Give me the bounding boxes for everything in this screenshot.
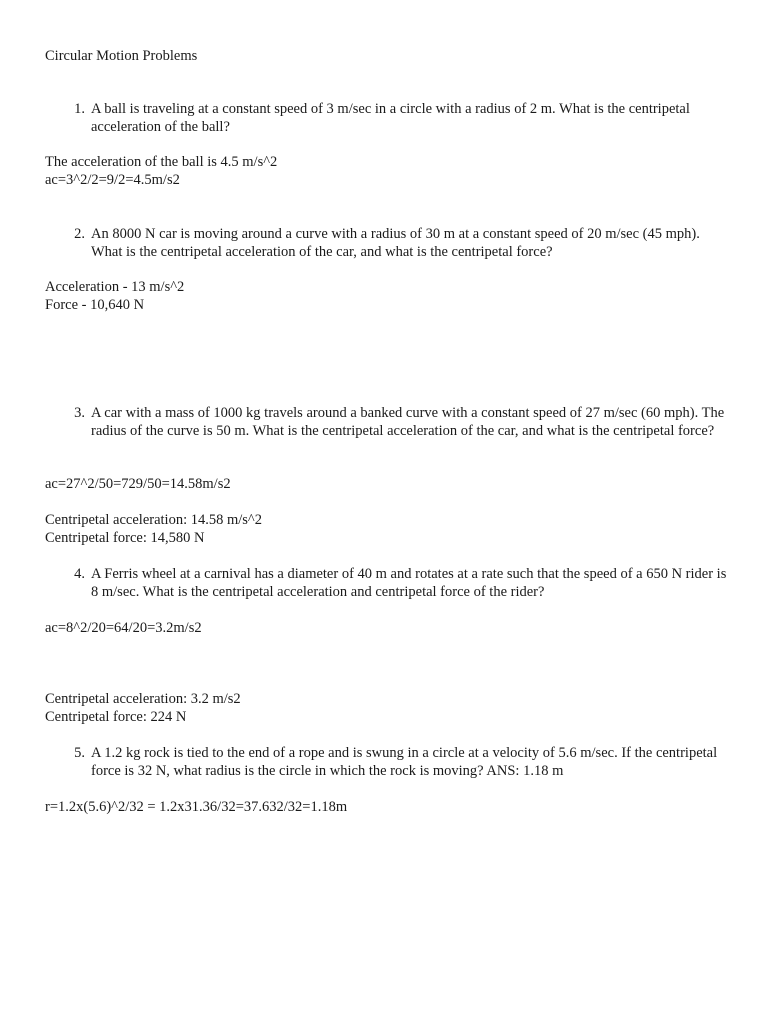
- answer-line: r=1.2x(5.6)^2/32 = 1.2x31.36/32=37.632/32=1.18m: [45, 799, 348, 815]
- problem-question: A Ferris wheel at a carnival has a diameter of 40 m and rotates at a rate such that the speed of a 650 N rider is 8 m/sec. What is the centripetal acceleration and centripetal force of the rider?: [91, 566, 727, 600]
- answer-line: ac=27^2/50=729/50=14.58m/s2: [45, 476, 231, 492]
- answer-line: The acceleration of the ball is 4.5 m/s^2: [45, 154, 278, 170]
- problem-4: [62, 565, 732, 601]
- problem-question: A 1.2 kg rock is tied to the end of a rope and is swung in a circle at a velocity of 5.6 m/sec. If the centripetal force is 32 N, what radius is the circle in which the rock is moving? ANS: 1.18 m: [91, 745, 718, 779]
- answer-line: Acceleration - 13 m/s^2: [45, 279, 185, 295]
- answer-line: Force - 10,640 N: [45, 297, 145, 313]
- answer-line: Centripetal acceleration: 3.2 m/s2: [45, 691, 241, 707]
- problem-number: 5.: [74, 745, 85, 761]
- problem-number: 4.: [74, 566, 85, 582]
- problem-3: [62, 404, 732, 440]
- problem-5: [62, 744, 732, 780]
- answer-line: Centripetal acceleration: 14.58 m/s^2: [45, 512, 262, 528]
- problem-2: [62, 225, 732, 261]
- answer-line: ac=8^2/20=64/20=3.2m/s2: [45, 620, 202, 636]
- problem-question: A car with a mass of 1000 kg travels around a banked curve with a constant speed of 27 m/sec (60 mph). The radius of the curve is 50 m. What is the centripetal acceleration of the car, and what is the centripetal force?: [91, 405, 725, 439]
- answer-line: Centripetal force: 14,580 N: [45, 530, 205, 546]
- answer-line: ac=3^2/2=9/2=4.5m/s2: [45, 172, 180, 188]
- page-title: Circular Motion Problems: [45, 48, 198, 64]
- problem-number: 3.: [74, 405, 85, 421]
- problem-number: 2.: [74, 226, 85, 242]
- problem-number: 1.: [74, 101, 85, 117]
- answer-line: Centripetal force: 224 N: [45, 709, 187, 725]
- problem-question: An 8000 N car is moving around a curve with a radius of 30 m at a constant speed of 20 m/sec (45 mph). What is the centripetal acceleration of the car, and what is the centripetal force?: [91, 226, 700, 260]
- problem-question: A ball is traveling at a constant speed of 3 m/sec in a circle with a radius of 2 m. What is the centripetal acceleration of the ball?: [91, 101, 690, 135]
- problem-1: [62, 100, 732, 136]
